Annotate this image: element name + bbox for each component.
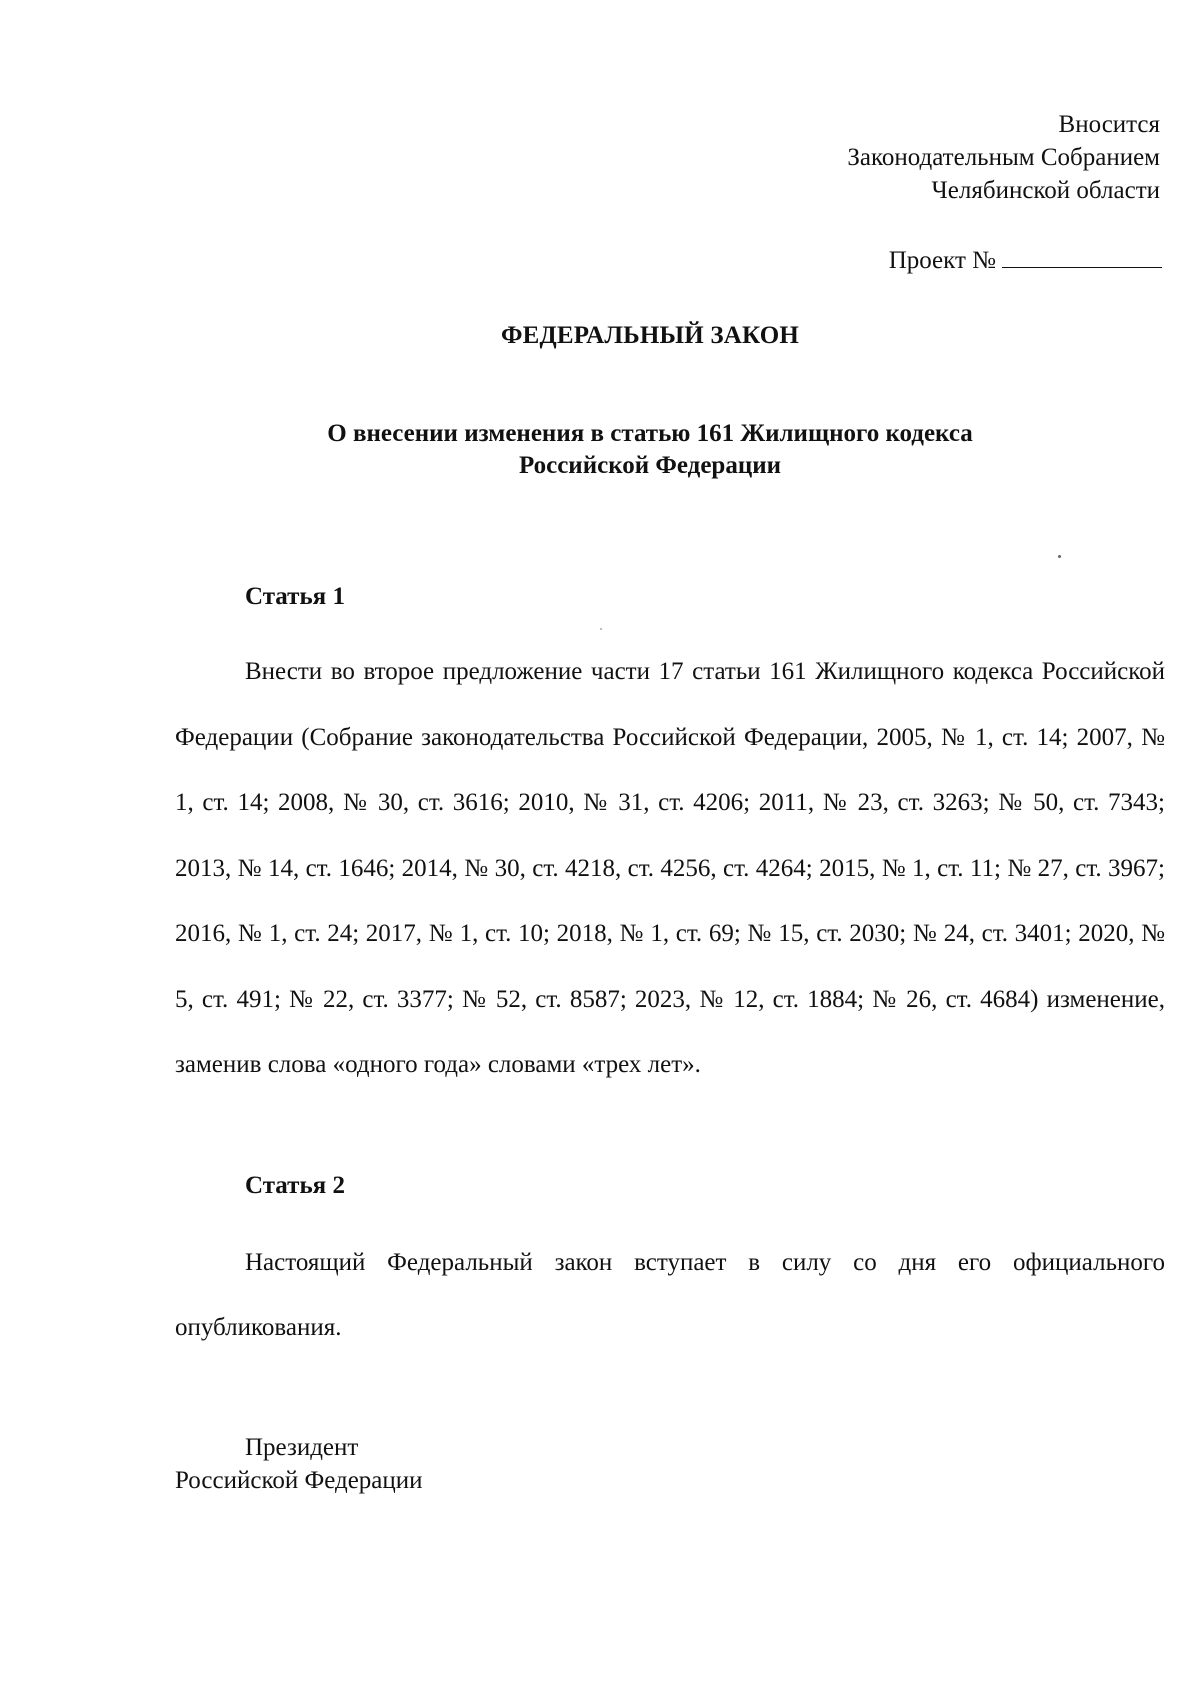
document-type: ФЕДЕРАЛЬНЫЙ ЗАКОН <box>500 322 800 349</box>
signature-title: Президент <box>245 1434 359 1461</box>
article-2-paragraph: Настоящий Федеральный закон вступает в силу со дня его официального опубликования. <box>175 1249 1165 1341</box>
article-2-text <box>175 1230 1165 1360</box>
submitted-by-block <box>847 108 1160 207</box>
submitted-line-2: Законодательным Собранием <box>847 144 1160 171</box>
signature-country: Российской Федерации <box>175 1467 423 1494</box>
submitted-line-1: Вносится <box>1058 111 1160 138</box>
article-1-text <box>175 639 1165 1098</box>
project-number-blank <box>1002 243 1162 268</box>
project-number <box>889 243 1162 277</box>
scan-speck <box>600 628 602 630</box>
signature-block <box>175 1431 423 1497</box>
article-2-heading: Статья 2 <box>245 1172 345 1199</box>
project-label: Проект № <box>888 247 996 274</box>
submitted-line-3: Челябинской области <box>931 177 1160 204</box>
article-1-paragraph: Внести во второе предложение части 17 статьи 161 Жилищного кодекса Российской Федерации (Собрание законодательства Российской Федерации, 2005, № 1, ст. 14; 2007, № 1, ст. 14; 2008, № 30, ст. 3616; 2010, № 31, ст. 4206; 2011, № 23, ст. 3263; № 50, ст. 7343; 2013, № 14, ст. 1646; 2014, № 30, ст. 4218, ст. 4256, ст. 4264; 2015, № 1, ст. 11; № 27, ст. 3967; 2016, № 1, ст. 24; 2017, № 1, ст. 10; 2018, № 1, ст. 69; № 15, ст. 2030; № 24, ст. 3401; 2020, № 5, ст. 491; № 22, ст. 3377; № 52, ст. 8587; 2023, № 12, ст. 1884; № 26, ст. 4684) изменение, заменив слова «одного года» словами «трех лет». <box>175 658 1165 1078</box>
article-1-heading: Статья 1 <box>245 583 345 610</box>
document-title-line-1: О внесении изменения в статью 161 Жилищного кодекса <box>327 420 973 447</box>
scan-speck <box>1058 555 1061 558</box>
document-title <box>0 418 1200 482</box>
document-title-line-2: Российской Федерации <box>518 452 782 479</box>
